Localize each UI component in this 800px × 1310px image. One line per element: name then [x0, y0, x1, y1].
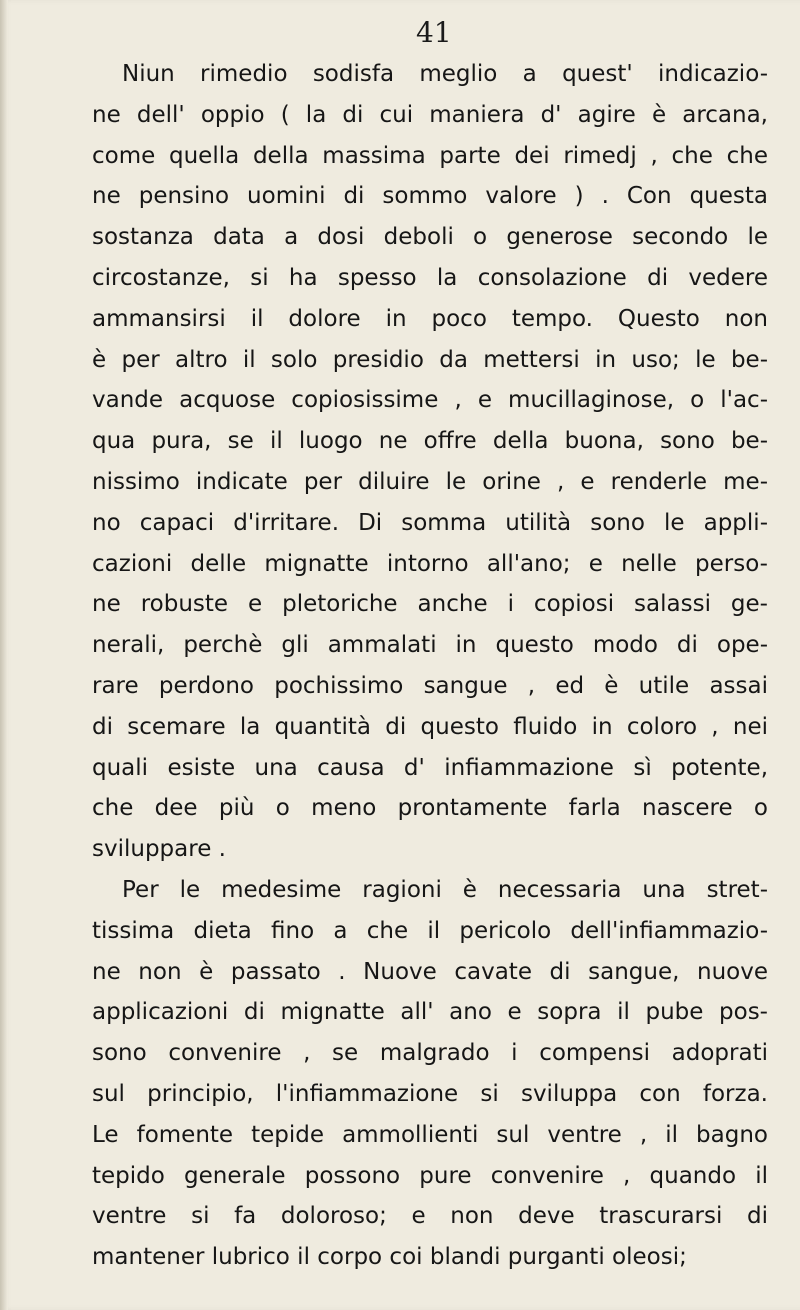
- text-line: quali esiste una causa d' infiammazione sì potente,: [92, 754, 768, 781]
- text-line: ne non è passato . Nuove cavate di sangue, nuove: [92, 958, 768, 985]
- page-number: 41: [416, 16, 452, 49]
- text-line: nerali, perchè gli ammalati in questo modo di ope-: [92, 632, 768, 659]
- text-line: è per altro il solo presidio da mettersi in uso; le be-: [92, 346, 768, 373]
- text-line: Niun rimedio sodisfa meglio a quest' indicazio-: [122, 61, 768, 87]
- paragraph: [92, 54, 768, 870]
- text-line: applicazioni di mignatte all' ano e sopra il pube pos-: [92, 999, 768, 1026]
- text-line: vande acquose copiosissime , e mucillaginose, o l'ac-: [92, 387, 768, 414]
- body-text: [92, 54, 768, 1278]
- text-line: ne robuste e pletoriche anche i copiosi salassi ge-: [92, 591, 768, 618]
- text-line: Per le medesime ragioni è necessaria una stret-: [122, 876, 768, 903]
- text-line: tissima dieta fino a che il pericolo dell'infiammazio-: [92, 917, 768, 944]
- paragraph: [92, 870, 768, 1278]
- text-line: di scemare la quantità di questo fluido in coloro , nei: [92, 713, 768, 740]
- text-line: ne pensino uomini di sommo valore ) . Con questa: [92, 183, 768, 210]
- text-line: sul principio, l'infiammazione si sviluppa con forza.: [92, 1080, 768, 1107]
- text-line: ne dell' oppio ( la di cui maniera d' agire è arcana,: [92, 101, 768, 128]
- page-edge-shadow: [0, 0, 8, 1310]
- text-line: qua pura, se il luogo ne offre della buona, sono be-: [92, 428, 768, 455]
- text-line: cazioni delle mignatte intorno all'ano; e nelle perso-: [92, 550, 768, 577]
- text-line: mantener lubrico il corpo coi blandi purganti oleosi;: [92, 1244, 687, 1271]
- text-line: ventre si fa doloroso; e non deve trascurarsi di: [92, 1203, 768, 1230]
- text-line: nissimo indicate per diluire le orine , e renderle me-: [92, 468, 768, 495]
- text-line: Le fomente tepide ammollienti sul ventre , il bagno: [92, 1121, 768, 1148]
- text-line: no capaci d'irritare. Di somma utilità sono le appli-: [92, 509, 768, 536]
- text-line: circostanze, si ha spesso la consolazione di vedere: [92, 264, 768, 291]
- text-line: ammansirsi il dolore in poco tempo. Questo non: [92, 305, 768, 332]
- text-line: che dee più o meno prontamente farla nascere o: [92, 795, 768, 822]
- text-line: sostanza data a dosi deboli o generose secondo le: [92, 224, 768, 251]
- text-line: sviluppare .: [92, 836, 226, 863]
- text-line: come quella della massima parte dei rimedj , che che: [92, 142, 768, 169]
- text-line: rare perdono pochissimo sangue , ed è utile assai: [92, 672, 768, 699]
- text-line: tepido generale possono pure convenire , quando il: [92, 1162, 768, 1189]
- text-line: sono convenire , se malgrado i compensi adoprati: [92, 1040, 768, 1067]
